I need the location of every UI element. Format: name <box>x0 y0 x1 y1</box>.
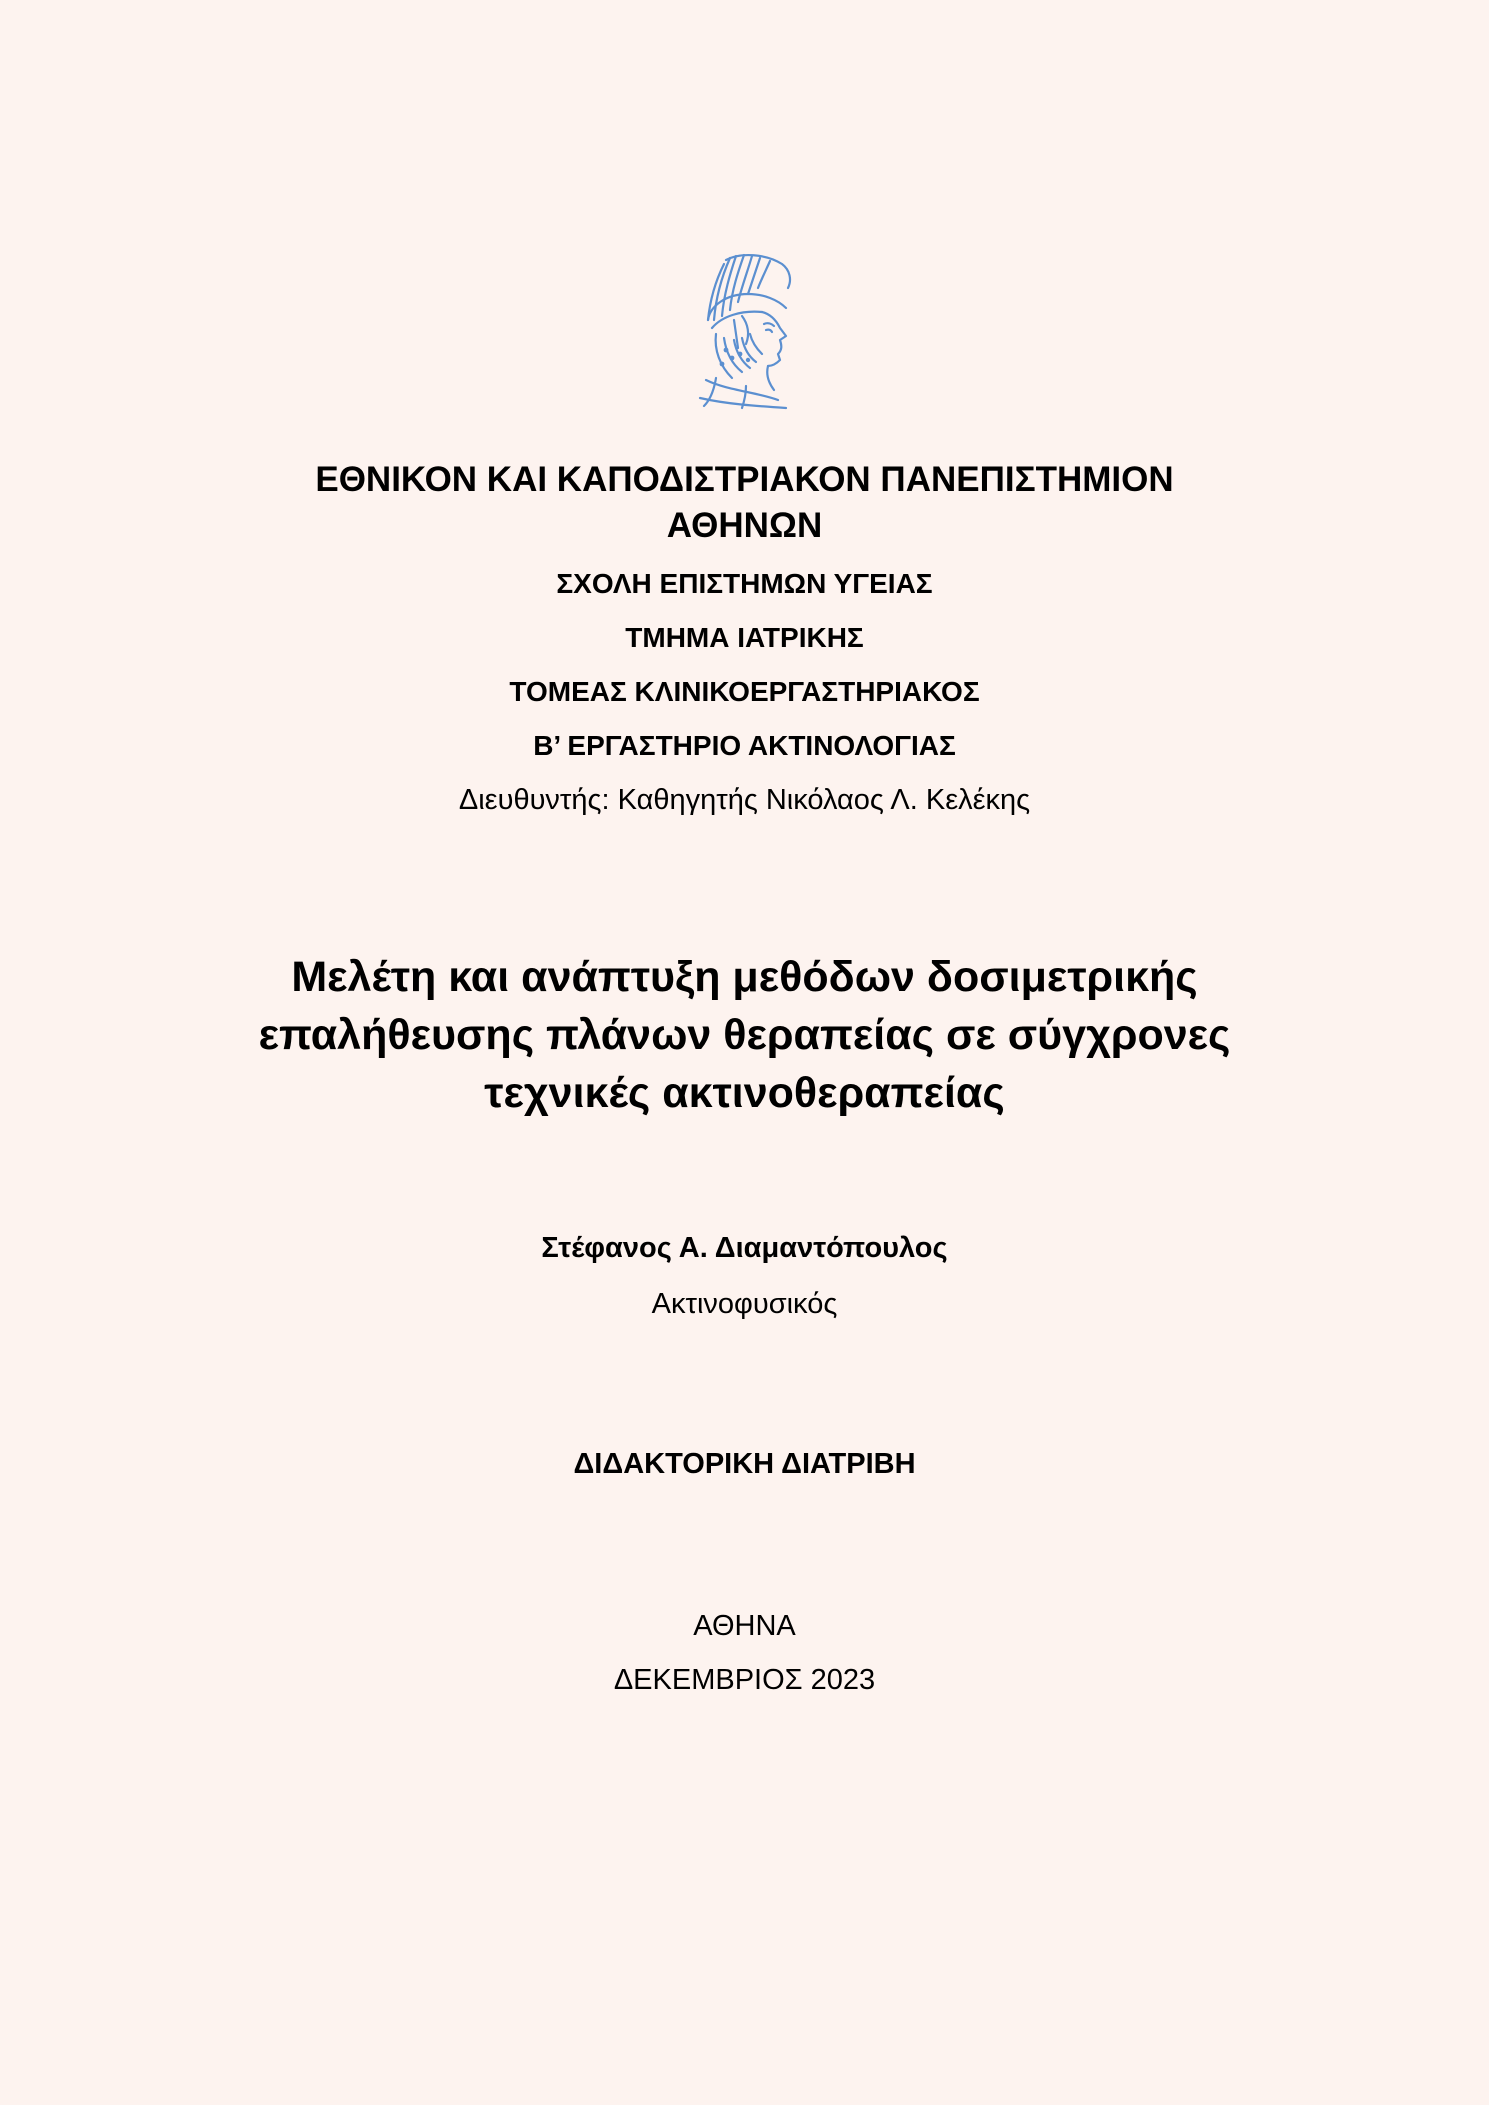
director-line: Διευθυντής: Καθηγητής Νικόλαος Λ. Κελέκης <box>458 784 1031 816</box>
department-name: ΤΜΗΜΑ ΙΑΤΡΙΚΗΣ <box>625 622 864 653</box>
sector-name: ΤΟΜΕΑΣ ΚΛΙΝΙΚΟΕΡΓΑΣΤΗΡΙΑΚΟΣ <box>509 676 980 707</box>
laboratory-name: Β’ ΕΡΓΑΣΤΗΡΙΟ ΑΚΤΙΝΟΛΟΓΙΑΣ <box>533 730 956 761</box>
place: ΑΘΗΝΑ <box>693 1610 796 1642</box>
author-role: Ακτινοφυσικός <box>651 1288 838 1320</box>
date: ΔΕΚΕΜΒΡΙΟΣ 2023 <box>613 1664 876 1696</box>
thesis-title-line3: τεχνικές ακτινοθεραπείας <box>484 1069 1005 1117</box>
university-name-line2: ΑΘΗΝΩΝ <box>666 506 823 545</box>
school-name: ΣΧΟΛΗ ΕΠΙΣΤΗΜΩΝ ΥΓΕΙΑΣ <box>556 568 933 599</box>
thesis-title-line2: επαλήθευσης πλάνων θεραπείας σε σύγχρονες <box>258 1011 1231 1059</box>
thesis-type: ΔΙΔΑΚΤΟΡΙΚΗ ΔΙΑΤΡΙΒΗ <box>573 1448 916 1480</box>
thesis-title-line1: Μελέτη και ανάπτυξη μεθόδων δοσιμετρικής <box>291 953 1198 1001</box>
author-name: Στέφανος Α. Διαμαντόπουλος <box>541 1232 948 1264</box>
thesis-title <box>0 948 1489 1122</box>
athena-head-icon <box>686 250 796 412</box>
university-name-line1: ΕΘΝΙΚΟΝ ΚΑΙ ΚΑΠΟΔΙΣΤΡΙΑΚΟΝ ΠΑΝΕΠΙΣΤΗΜΙΟΝ <box>315 460 1174 499</box>
